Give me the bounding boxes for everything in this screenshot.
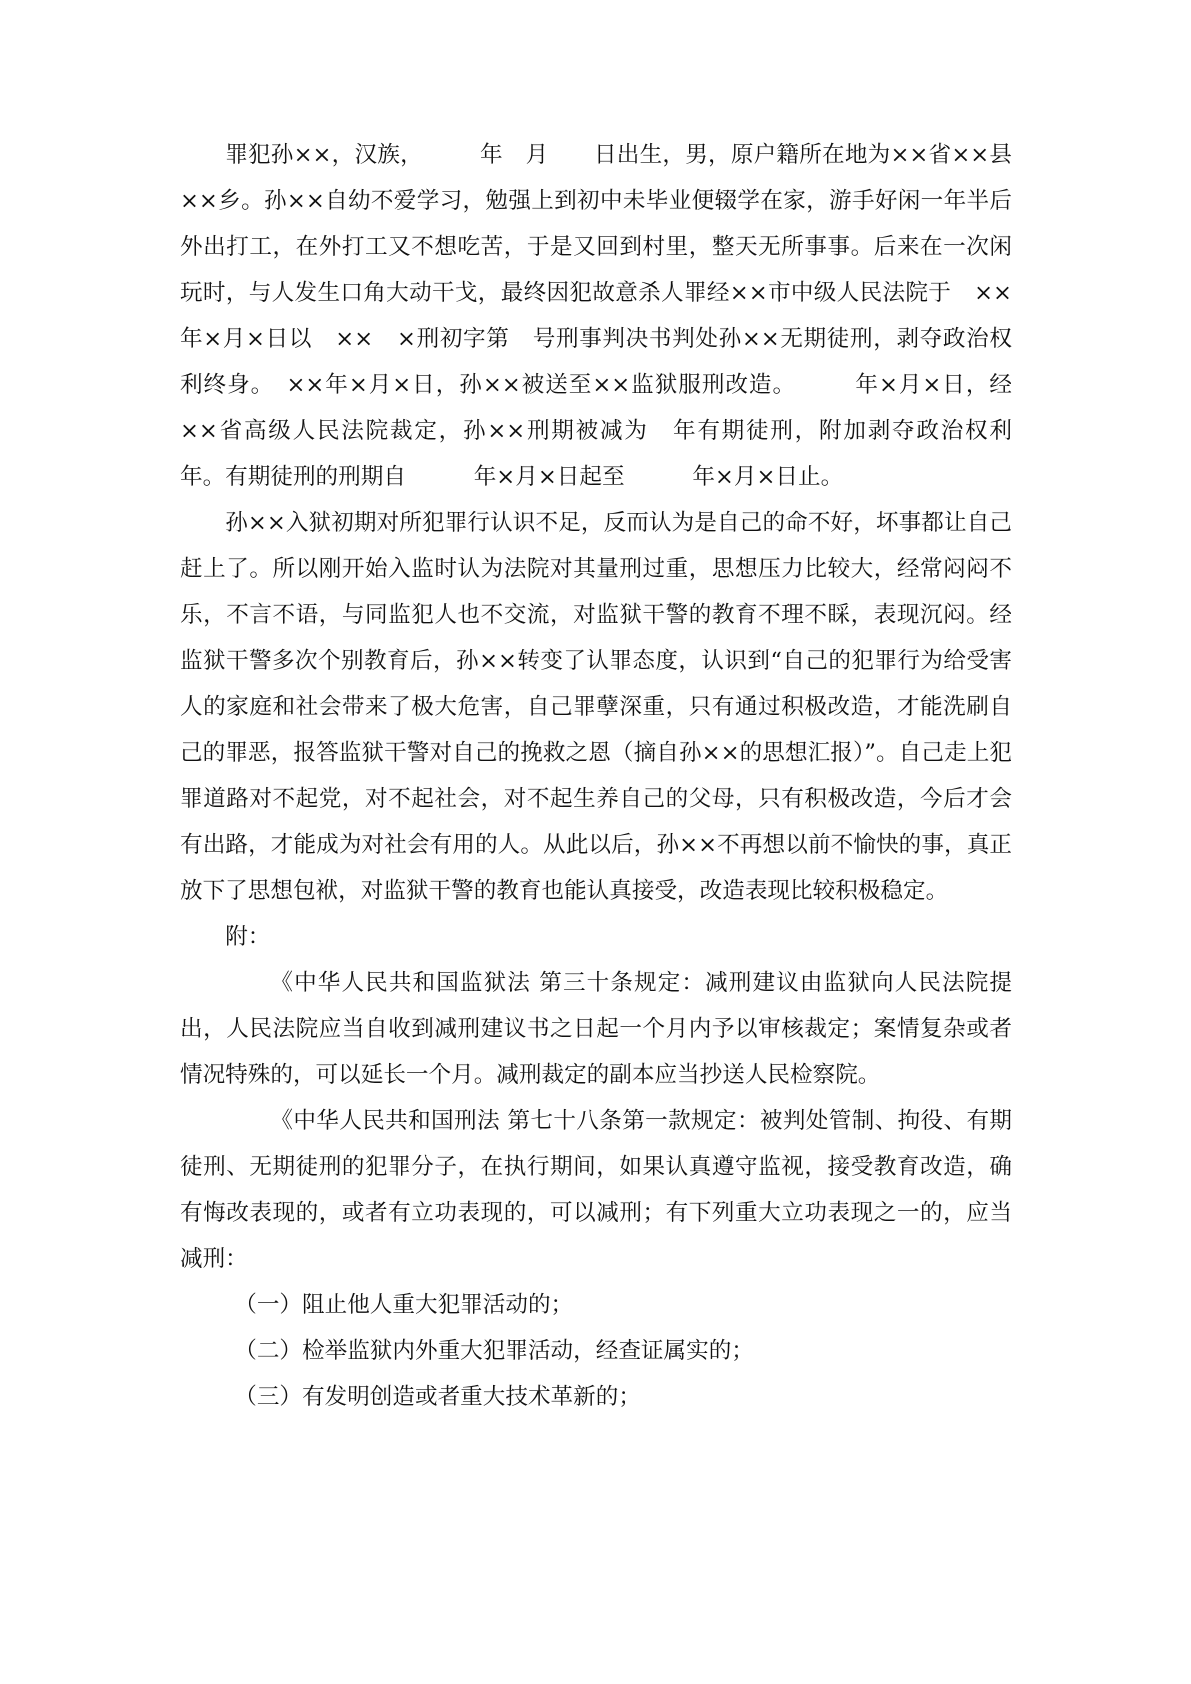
paragraph-criminal-law-article: 《中华人民共和国刑法 第七十八条第一款规定：被判处管制、拘役、有期徒刑、无期徒刑的犯罪分子，在执行期间，如果认真遵守监视，接受教育改造，确有悔改表现的，或者有立功表现的，可以减刑；有下列重大立功表现之一的，应当减刑： [180, 1108, 1012, 1272]
list-item: （一）阻止他人重大犯罪活动的； [234, 1292, 574, 1318]
list-item: （三）有发明创造或者重大技术革新的； [234, 1384, 641, 1410]
document-body [180, 132, 1035, 1420]
paragraph-prison-law-article: 《中华人民共和国监狱法 第三十条规定：减刑建议由监狱向人民法院提出，人民法院应当自收到减刑建议书之日起一个月内予以审核裁定；案情复杂或者情况特殊的，可以延长一个月。减刑裁定的副本应当抄送人民检察院。 [180, 970, 1012, 1088]
paragraph-reform-performance: 孙××入狱初期对所犯罪行认识不足，反而认为是自己的命不好，坏事都让自己赶上了。所以刚开始入监时认为法院对其量刑过重，思想压力比较大，经常闷闷不乐，不言不语，与同监犯人也不交流，对监狱干警的教育不理不睬，表现沉闷。经监狱干警多次个别教育后，孙××转变了认罪态度，认识到“自己的犯罪行为给受害人的家庭和社会带来了极大危害，自己罪孽深重，只有通过积极改造，才能洗刷自己的罪恶，报答监狱干警对自己的挽救之恩（摘自孙××的思想汇报）”。自己走上犯罪道路对不起党，对不起社会，对不起生养自己的父母，只有积极改造，今后才会有出路，才能成为对社会有用的人。从此以后，孙××不再想以前不愉快的事，真正放下了思想包袱，对监狱干警的教育也能认真接受，改造表现比较积极稳定。 [180, 510, 1012, 904]
paragraph-appendix-label: 附： [225, 924, 271, 950]
list-item: （二）检举监狱内外重大犯罪活动，经查证属实的； [234, 1338, 754, 1364]
paragraph-case-background: 罪犯孙××，汉族， 年 月 日出生，男，原户籍所在地为××省××县××乡。孙××自幼不爱学习，勉强上到初中未毕业便辍学在家，游手好闲一年半后外出打工，在外打工又不想吃苦，于是又回到村里，整天无所事事。后来在一次闲玩时，与人发生口角大动干戈，最终因犯故意杀人罪经××市中级人民法院于 ××年×月×日以 ×× ×刑初字第 号刑事判决书判处孙××无期徒刑，剥夺政治权利终身。 ××年×月×日，孙××被送至××监狱服刑改造。 年×月×日，经××省高级人民法院裁定，孙××刑期被减为 年有期徒刑，附加剥夺政治权利 年。有期徒刑的刑期自 年×月×日起至 年×月×日止。 [180, 142, 1035, 490]
